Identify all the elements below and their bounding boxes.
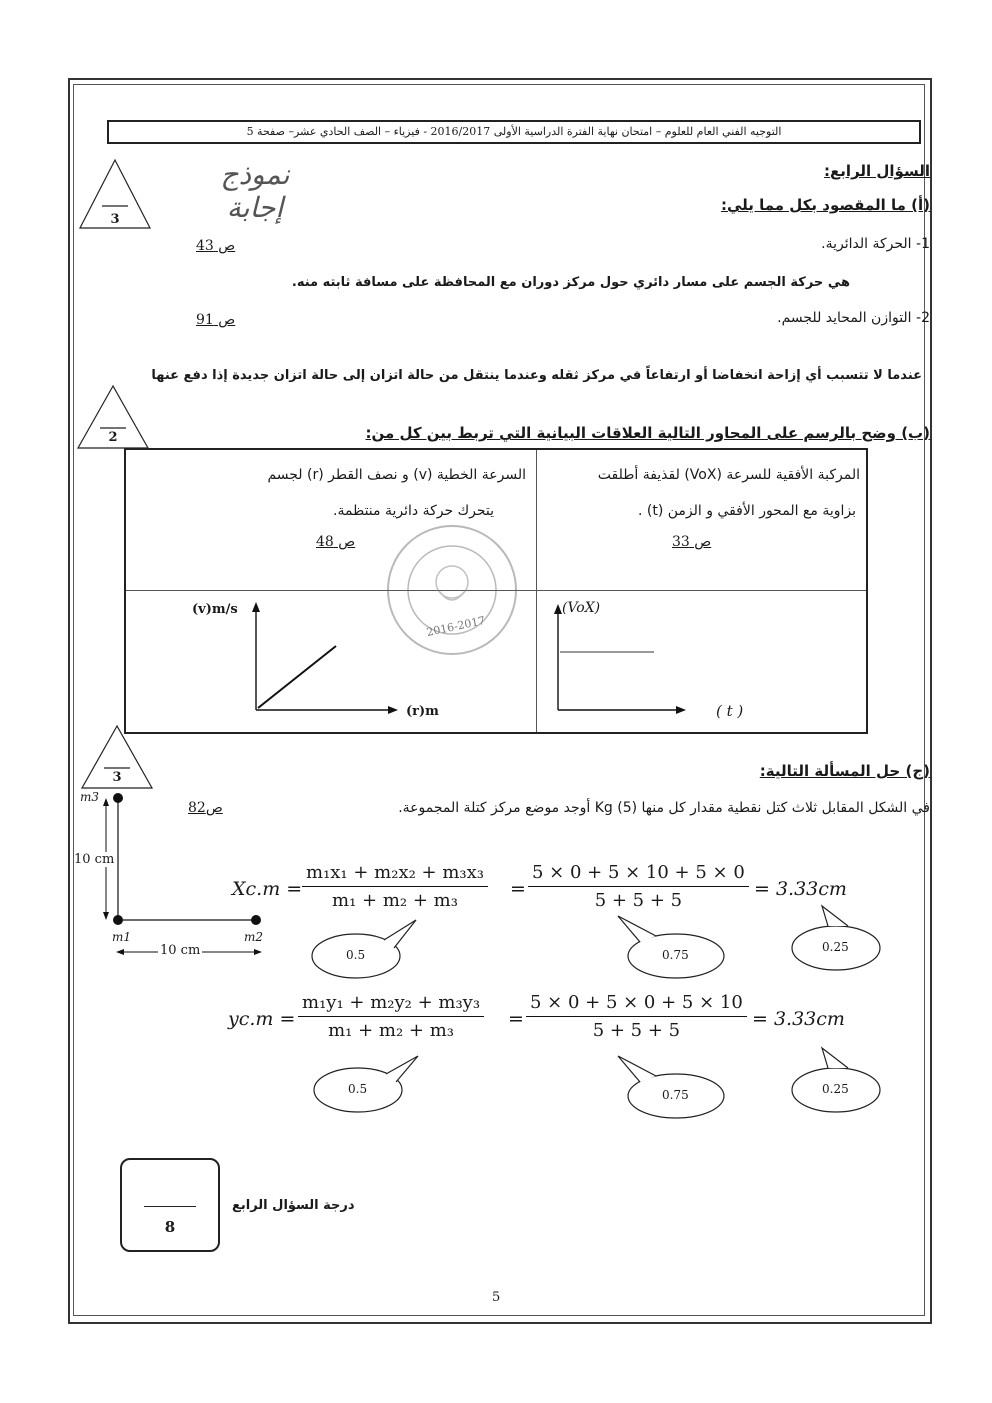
x-mark-3: 0.25 — [822, 940, 849, 954]
official-seal — [382, 520, 522, 660]
answer-model-stamp: نموذج إجابة — [220, 158, 290, 224]
x-eq-equals: = — [510, 878, 526, 900]
right-cell-ref: ص 33 — [672, 534, 712, 550]
page-number: 5 — [492, 1290, 501, 1305]
vertical-distance-label: 10 cm — [74, 852, 115, 867]
y-mark-2: 0.75 — [662, 1088, 689, 1102]
part-b-title: (ب) وضح بالرسم على المحاور التالية العلاقات البيانية التي تربط بين كل من: — [365, 424, 930, 442]
total-score-label: درجة السؤال الرابع — [232, 1198, 355, 1213]
part-a-item-1: 1- الحركة الدائرية. — [821, 236, 930, 252]
part-a-answer-2: عندما لا تتسبب أي إزاحة انخفاضا أو ارتفاعاً في مركز ثقله وعندما ينتقل من حالة اتزان إلى حالة اتزان جديدة إذا دفع عنها — [151, 368, 922, 383]
score-a: 3 — [110, 212, 120, 227]
part-a-title: (أ) ما المقصود بكل مما يلي: — [720, 196, 930, 214]
total-score-box — [120, 1158, 220, 1252]
x-eq-fraction-numeric: $\frac{5 \times 0 + 5 \times 10 + 5 \times 0}{5 + 5 + 5}$ — [528, 862, 749, 911]
score-b: 2 — [108, 430, 118, 445]
score-c: 3 — [112, 770, 122, 785]
total-score-line — [144, 1206, 196, 1207]
y-mark-balloons — [300, 1040, 890, 1130]
y-eq-equals: = — [508, 1008, 524, 1030]
part-c-ref: ص82 — [188, 800, 223, 816]
exam-header — [107, 120, 921, 144]
question-title: السؤال الرابع: — [824, 162, 930, 180]
table-divider-vertical — [536, 450, 537, 732]
part-c-title: (ج) حل المسألة التالية: — [759, 762, 930, 780]
part-a-ref-2: ص 91 — [196, 312, 236, 328]
y-eq-fraction-numeric: $\frac{5 \times 0 + 5 \times 0 + 5 \times 10}{5 + 5 + 5}$ — [526, 992, 747, 1041]
graph-table — [124, 448, 868, 734]
part-a-answer-1: هي حركة الجسم على مسار دائري حول مركز دوران مع المحافظة على مسافة ثابته منه. — [291, 275, 850, 290]
part-a-ref-1: ص 43 — [196, 238, 236, 254]
left-graph-y-label: (v)m/s — [192, 602, 238, 617]
y-mark-3: 0.25 — [822, 1082, 849, 1096]
mass-label-m3: m3 — [80, 790, 100, 804]
part-a-item-2: 2- التوازن المحايد للجسم. — [777, 310, 930, 326]
mass-label-m1: m1 — [112, 930, 132, 944]
y-eq-fraction-symbolic: $\frac{\text{m₁y₁ + m₂y₂ + m₃y₃}}{\text{m₁ + m₂ + m₃}}$ — [298, 992, 484, 1041]
x-eq-fraction-symbolic: $\frac{\text{m₁x₁ + m₂x₂ + m₃x₃}}{\text{m₁ + m₂ + m₃}}$ — [302, 862, 488, 911]
horizontal-distance-label: 10 cm — [160, 943, 201, 958]
seal-year: 2016-2017 — [425, 613, 487, 640]
exam-header-text: التوجيه الفني العام للعلوم – امتحان نهاية الفترة الدراسية الأولى 2016/2017 - فيزياء – الصف الحادي عشر– صفحة 5 — [246, 125, 782, 138]
x-mark-2: 0.75 — [662, 948, 689, 962]
left-cell-line1: السرعة الخطية (v) و نصف القطر (r) لجسم — [267, 467, 526, 483]
y-mark-1: 0.5 — [348, 1082, 368, 1096]
graph-vox-time — [544, 598, 744, 718]
x-eq-lhs: Xc.m = — [232, 878, 303, 900]
mass-label-m2: m2 — [244, 930, 264, 944]
left-cell-line2: يتحرك حركة دائرية منتظمة. — [333, 503, 494, 519]
y-eq-lhs: yc.m = — [228, 1008, 296, 1030]
part-c-statement: في الشكل المقابل ثلاث كتل نقطية مقدار كل منها Kg (5) أوجد موضع مركز كتلة المجموعة. — [398, 800, 930, 816]
right-graph-x-label: ( t ) — [716, 702, 744, 720]
right-cell-line2: بزاوية مع المحور الأفقي و الزمن (t) . — [637, 503, 856, 519]
left-cell-ref: ص 48 — [316, 534, 356, 550]
total-score-value: 8 — [164, 1218, 176, 1236]
right-cell-line1: المركبة الأفقية للسرعة (VoX) لقذيفة أطلقت — [597, 467, 860, 483]
right-graph-y-label: (VoX) — [562, 600, 601, 616]
left-graph-x-label: (r)m — [406, 704, 439, 719]
y-eq-result: = 3.33cm — [752, 1008, 845, 1030]
x-mark-1: 0.5 — [346, 948, 366, 962]
x-eq-result: = 3.33cm — [754, 878, 847, 900]
x-mark-balloons — [300, 900, 890, 990]
